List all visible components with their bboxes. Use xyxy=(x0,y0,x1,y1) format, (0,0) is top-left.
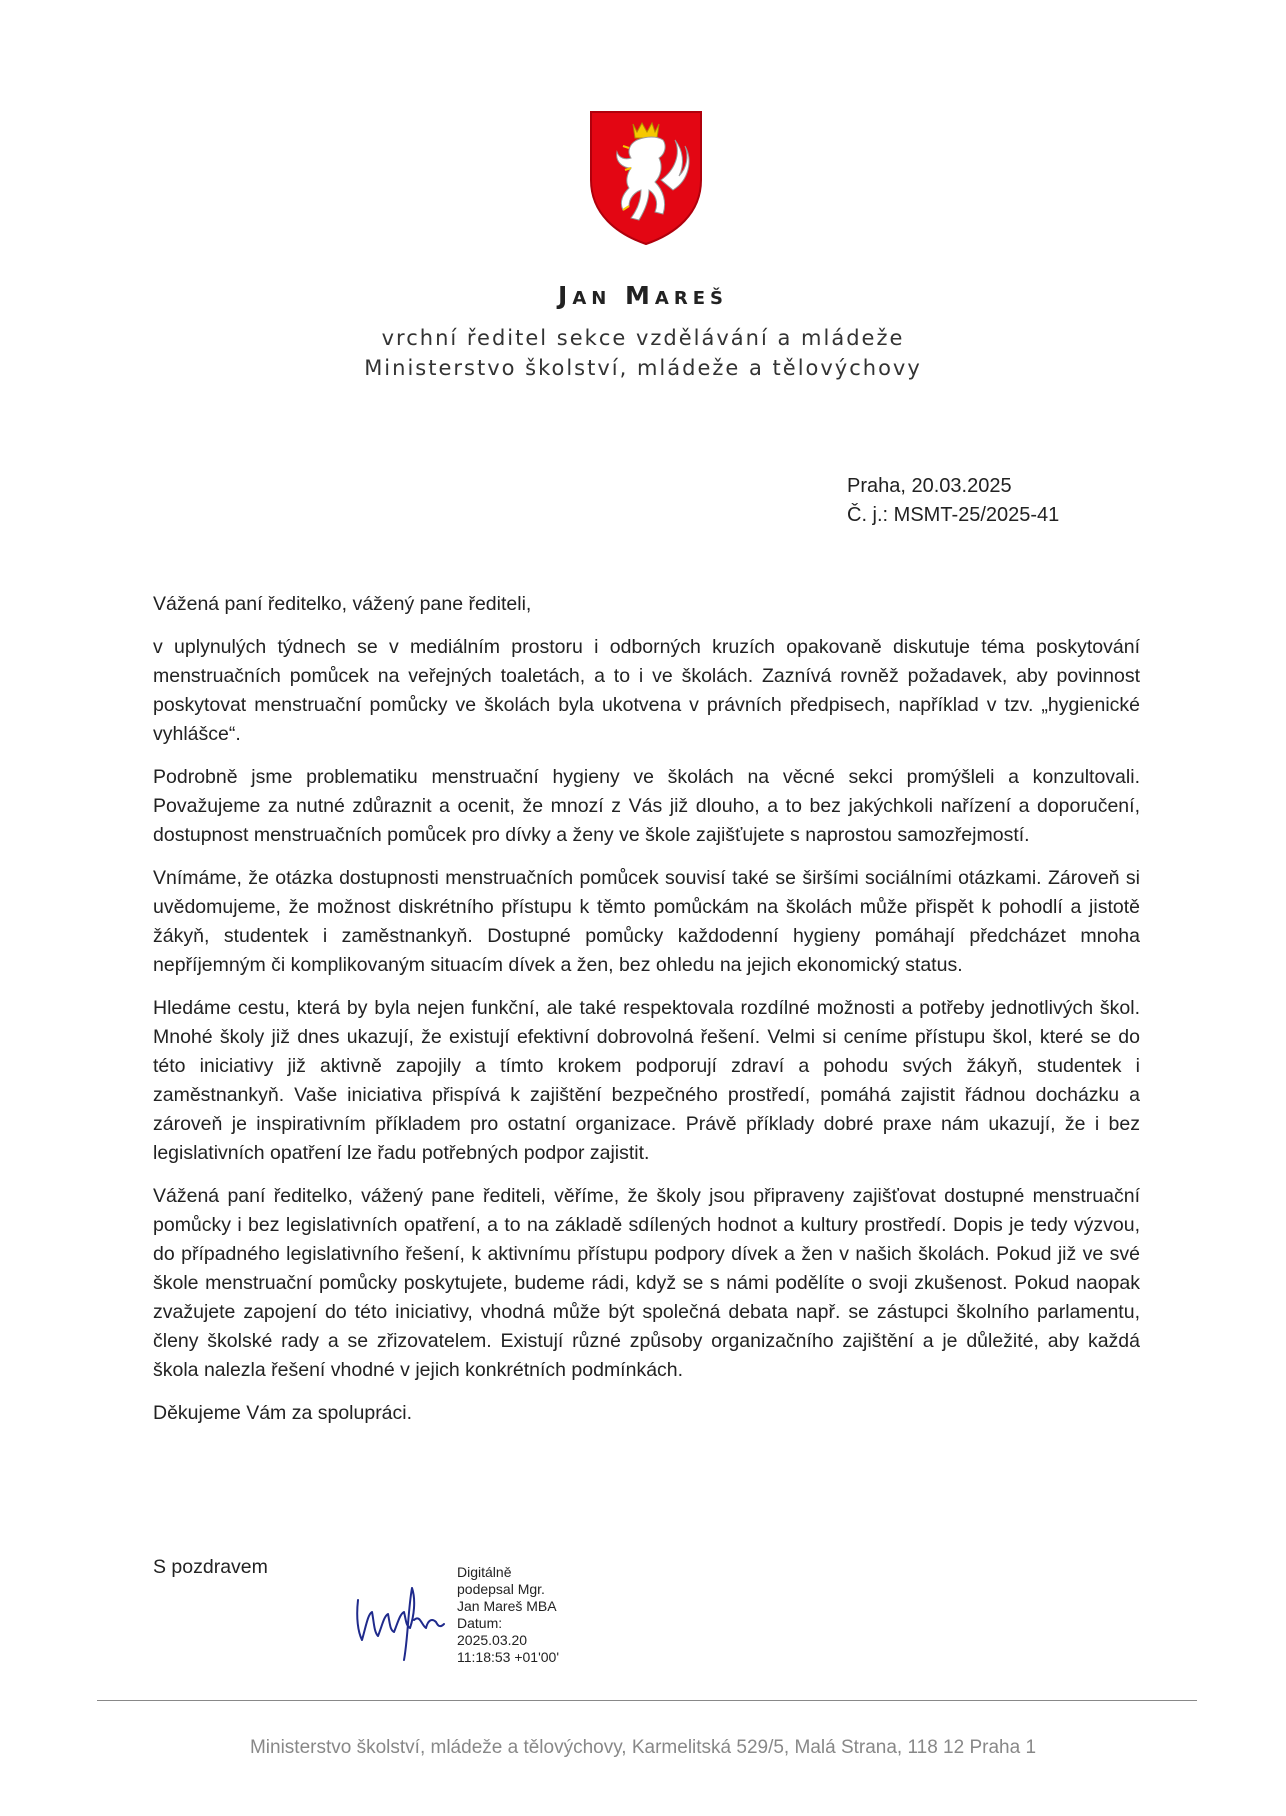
salutation: Vážená paní ředitelko, vážený pane řediteli, xyxy=(153,593,532,615)
digital-signature-line: Datum: xyxy=(457,1615,503,1631)
footer-divider xyxy=(97,1700,1197,1701)
reference-number: Č. j.: MSMT-25/2025-41 xyxy=(847,504,1060,526)
paragraph: Podrobně jsme problematiku menstruační hygieny ve školách na věcné sekci promýšleli a konzultovali. Považujeme za nutné zdůraznit a ocenit, že mnozí z Vás již dlouho, a to bez jakýchkoli nařízení a doporučení, dostupnost menstruačních pomůcek pro dívky a ženy ve škole zajišťujete s naprostou samozřejmostí. xyxy=(153,766,1140,846)
place-date: Praha, 20.03.2025 xyxy=(847,475,1012,497)
letter-body xyxy=(153,590,1140,1442)
handwritten-signature-icon xyxy=(350,1570,450,1670)
digital-signature-line: 2025.03.20 xyxy=(457,1632,528,1648)
author-name: Jan Mareš xyxy=(558,281,728,310)
digital-signature-info xyxy=(457,1564,559,1666)
author-ministry: Ministerstvo školství, mládeže a tělovýchovy xyxy=(364,356,922,380)
digital-signature-line: 11:18:53 +01'00' xyxy=(457,1649,560,1665)
coat-of-arms-icon xyxy=(589,110,703,246)
digital-signature-line: Jan Mareš MBA xyxy=(457,1598,557,1614)
author-role: vrchní ředitel sekce vzdělávání a mládeže xyxy=(381,326,905,350)
paragraph: Vnímáme, že otázka dostupnosti menstruačních pomůcek souvisí také se širšími sociálními otázkami. Zároveň si uvědomujeme, že možnost diskrétního přístupu k těmto pomůckám na školách může přispět k pohodlí a jistotě žákyň, studentek i zaměstnankyň. Dostupné pomůcky každodenní hygieny pomáhají předcházet mnoha nepříjemným či komplikovaným situacím dívek a žen, bez ohledu na jejich ekonomický status. xyxy=(153,867,1140,976)
paragraph: Vážená paní ředitelko, vážený pane řediteli, věříme, že školy jsou připraveny zajišťovat dostupné menstruační pomůcky i bez legislativních opatření, a to na základě sdílených hodnot a kultury prostředí. Dopis je tedy výzvou, do případného legislativního řešení, k aktivnímu přístupu podpory dívek a žen v našich školách. Pokud již ve své škole menstruační pomůcky poskytujete, budeme rádi, když se s námi podělíte o svoji zkušenost. Pokud naopak zvažujete zapojení do této iniciativy, vhodná může být společná debata např. se zástupci školního parlamentu, členy školské rady a se zřizovatelem. Existují různé způsoby organizačního zajištění a je důležité, aby každá škola nalezla řešení vhodné v jejich konkrétních podmínkách. xyxy=(153,1185,1140,1381)
paragraph: v uplynulých týdnech se v mediálním prostoru i odborných kruzích opakovaně diskutuje téma poskytování menstruačních pomůcek na veřejných toaletách, a to i ve školách. Zaznívá rovněž požadavek, aby povinnost poskytovat menstruační pomůcky ve školách byla ukotvena v právních předpisech, například v tzv. „hygienické vyhlášce“. xyxy=(153,636,1140,745)
signature-block xyxy=(153,1556,753,1686)
thanks-line: Děkujeme Vám za spolupráci. xyxy=(153,1402,413,1424)
digital-signature-line: Digitálně xyxy=(457,1564,512,1580)
footer-address: Ministerstvo školství, mládeže a tělovýchovy, Karmelitská 529/5, Malá Strana, 118 12 Praha 1 xyxy=(249,1737,1037,1758)
paragraph: Hledáme cestu, která by byla nejen funkční, ale také respektovala rozdílné možnosti a potřeby jednotlivých škol. Mnohé školy již dnes ukazují, že existují efektivní dobrovolná řešení. Velmi si ceníme přístupu škol, které se do této iniciativy již aktivně zapojily a tímto krokem podporují zdraví a pohodu svých žákyň, studentek i zaměstnankyň. Vaše iniciativa přispívá k zajištění bezpečného prostředí, pomáhá zajistit řádnou docházku a zároveň je inspirativním příkladem pro ostatní organizace. Právě příklady dobré praxe nám ukazují, že i bez legislativních opatření lze řadu potřebných podpor zajistit. xyxy=(153,997,1140,1164)
digital-signature-line: podepsal Mgr. xyxy=(457,1581,545,1597)
letter-meta xyxy=(847,472,1059,530)
closing: S pozdravem xyxy=(153,1556,268,1578)
